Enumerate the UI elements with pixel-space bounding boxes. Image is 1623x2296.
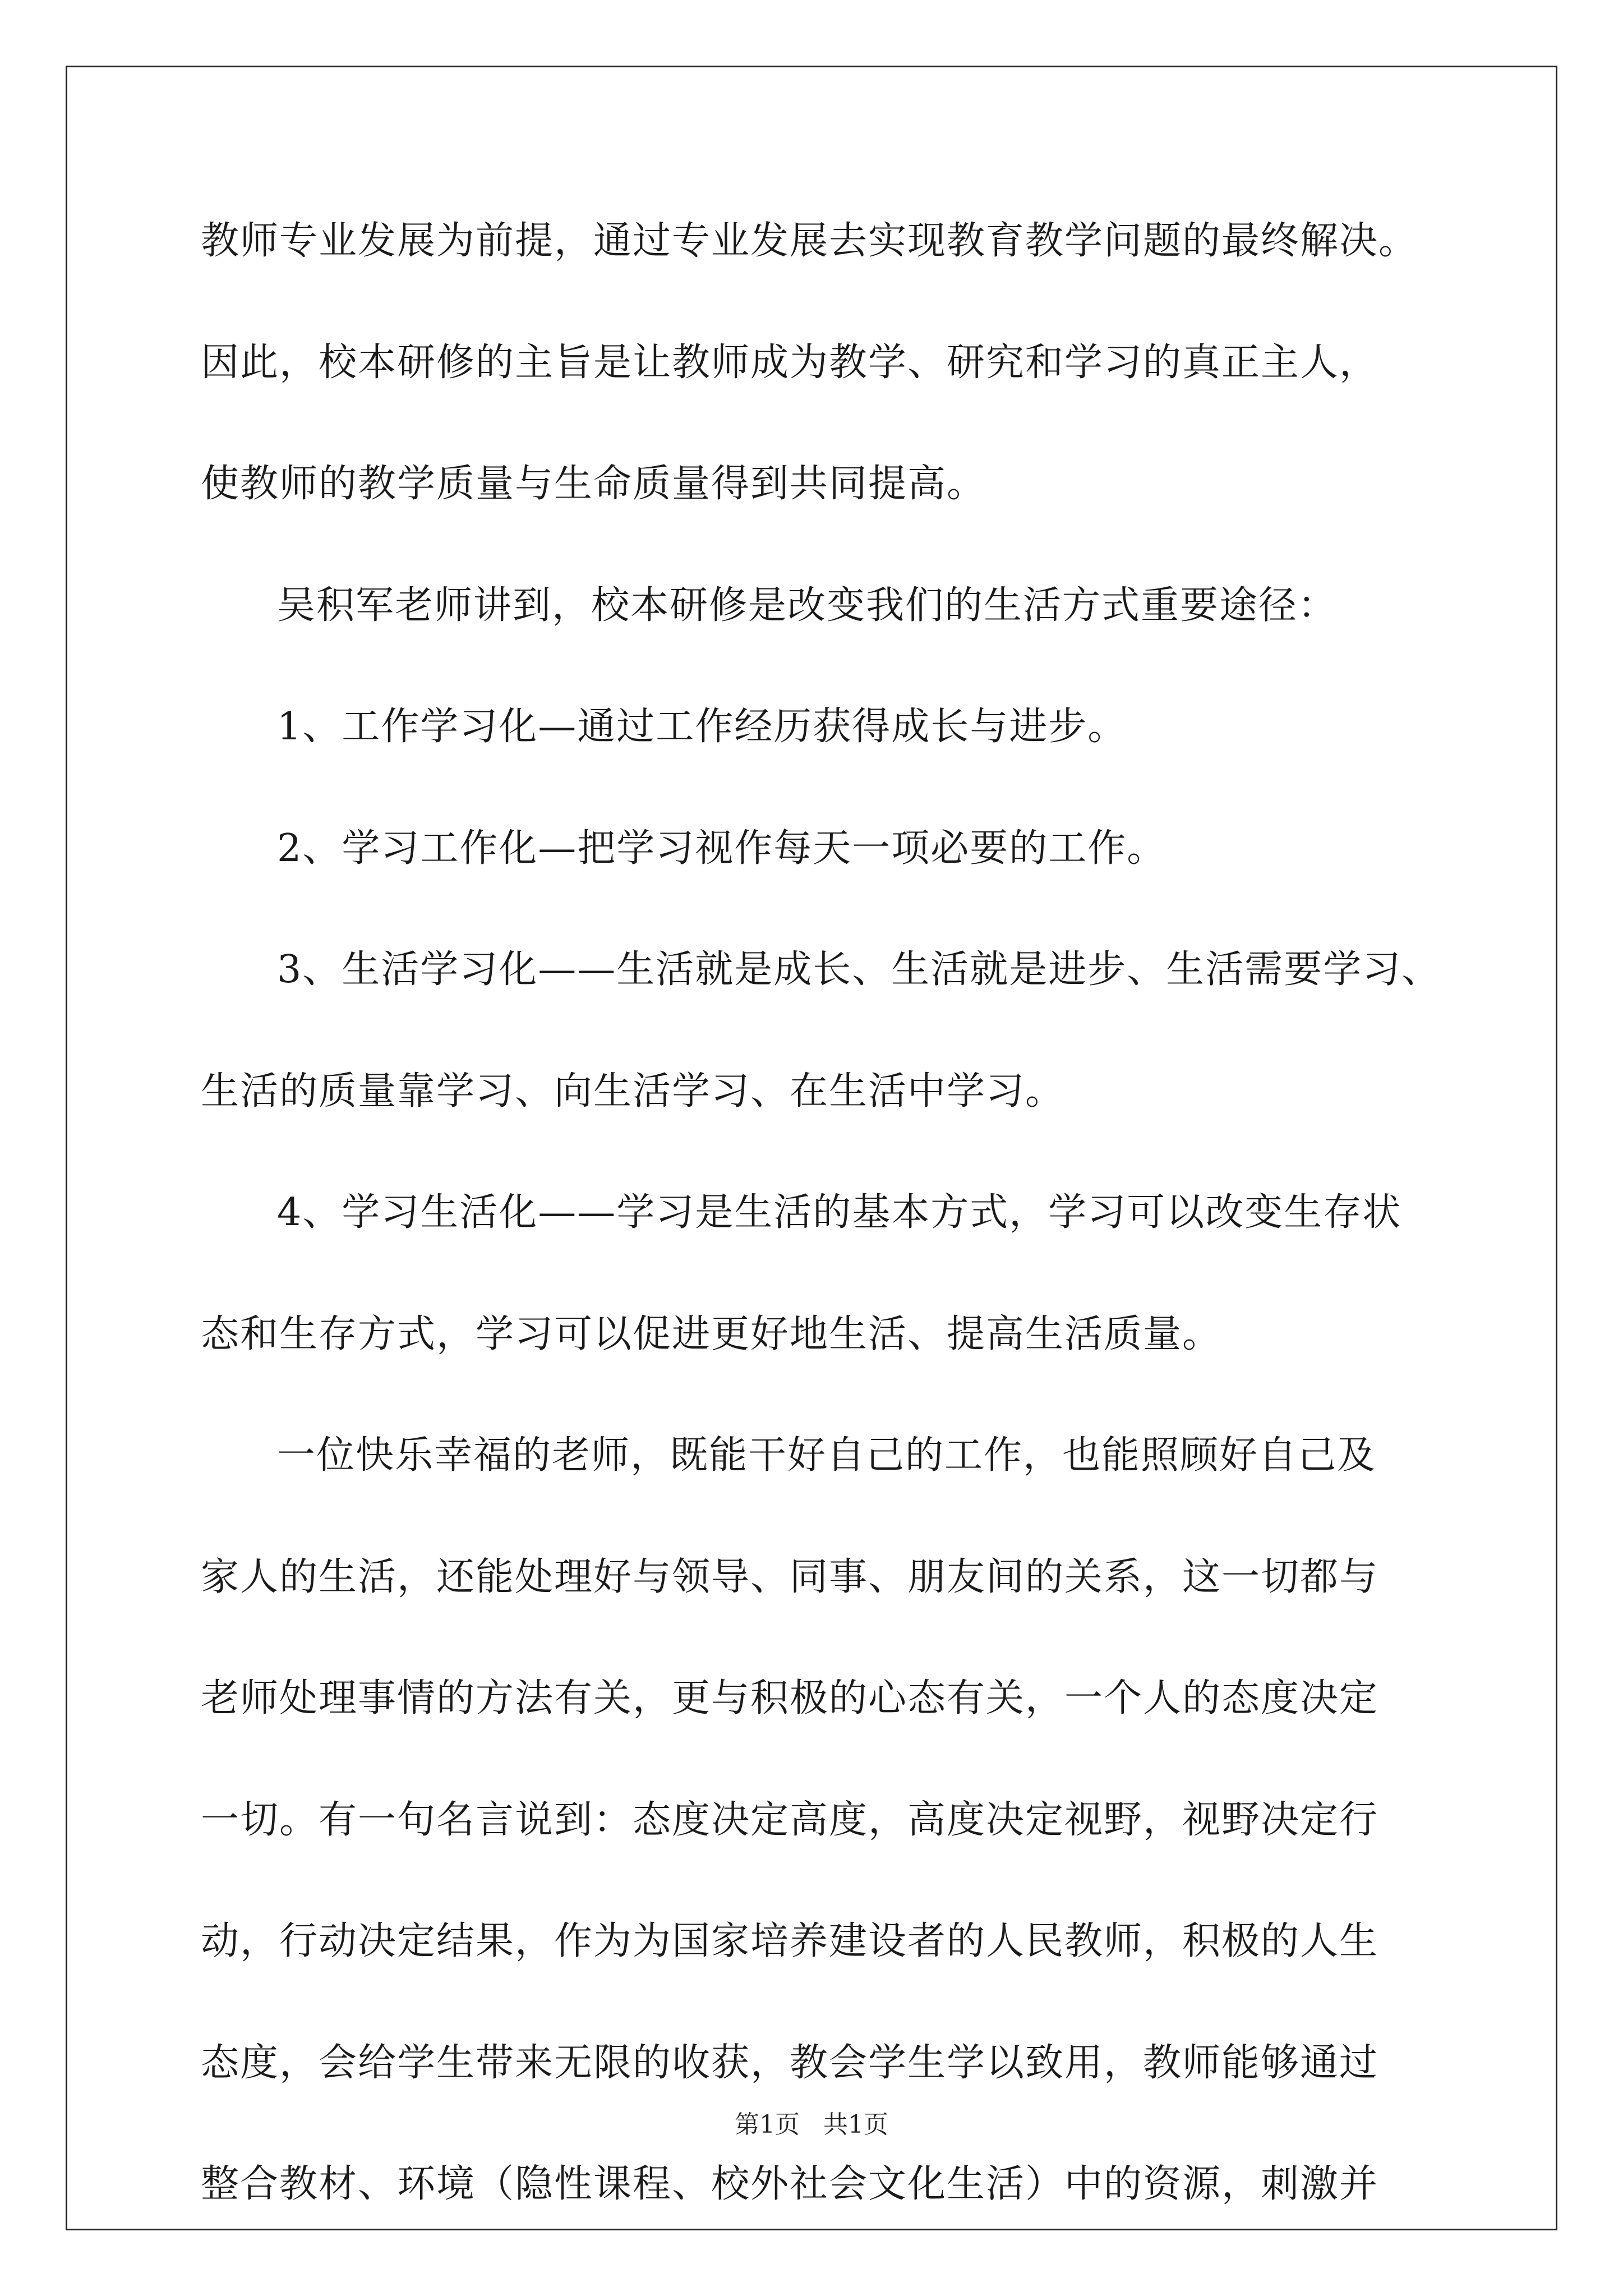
page-count: 共1页 <box>823 2110 888 2139</box>
text-line: 态和生存方式，学习可以促进更好地生活、提高生活质量。 <box>201 1312 1222 1356</box>
list-item: 4、学习生活化——学习是生活的基本方式，学习可以改变生存状 <box>277 1190 1402 1235</box>
page-border <box>66 66 1557 2230</box>
text-line: 态度，会给学生带来无限的收获，教会学生学以致用，教师能够通过 <box>201 2041 1379 2085</box>
page-number: 第1页 <box>735 2110 800 2139</box>
text-line: 教师专业发展为前提，通过专业发展去实现教育教学问题的最终解决。 <box>201 219 1418 263</box>
text-line: 动，行动决定结果，作为为国家培养建设者的人民教师，积极的人生 <box>201 1919 1379 1963</box>
list-item: 3、生活学习化——生活就是成长、生活就是进步、生活需要学习、 <box>277 947 1441 992</box>
text-line: 整合教材、环境（隐性课程、校外社会文化生活）中的资源，刺激并 <box>201 2162 1379 2206</box>
text-line: 一切。有一句名言说到：态度决定高度，高度决定视野，视野决定行 <box>201 1798 1379 1842</box>
text-line: 因此，校本研修的主旨是让教师成为教学、研究和学习的真正主人， <box>201 341 1379 385</box>
list-item: 1、工作学习化—通过工作经历获得成长与进步。 <box>277 705 1127 749</box>
text-line: 使教师的教学质量与生命质量得到共同提高。 <box>201 462 986 506</box>
paragraph-start: 一位快乐幸福的老师，既能干好自己的工作，也能照顾好自己及 <box>277 1433 1377 1478</box>
paragraph-start: 吴积军老师讲到，校本研修是改变我们的生活方式重要途径： <box>277 583 1338 628</box>
text-line: 家人的生活，还能处理好与领导、同事、朋友间的关系，这一切都与 <box>201 1555 1379 1599</box>
page-footer <box>0 2109 1623 2141</box>
text-line: 生活的质量靠学习、向生活学习、在生活中学习。 <box>201 1069 1065 1114</box>
text-line: 老师处理事情的方法有关，更与积极的心态有关，一个人的态度决定 <box>201 1676 1379 1720</box>
list-item: 2、学习工作化—把学习视作每天一项必要的工作。 <box>277 826 1166 871</box>
